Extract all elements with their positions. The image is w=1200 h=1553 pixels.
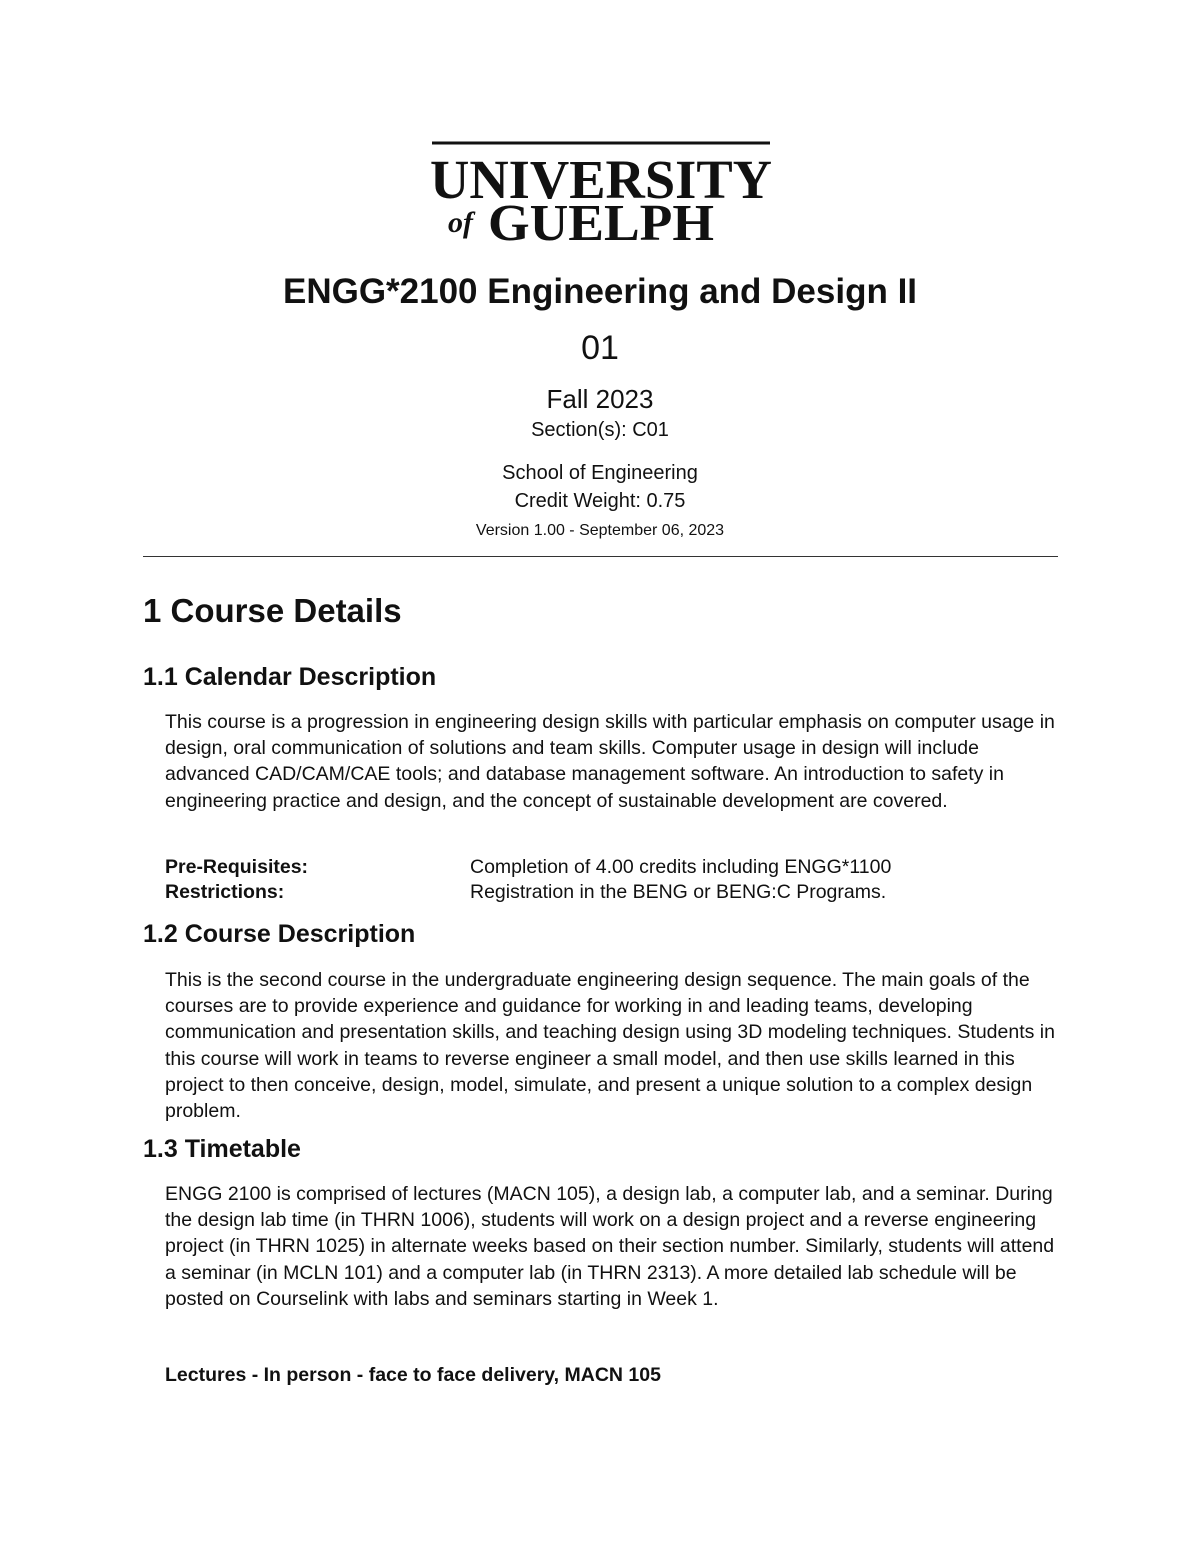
course-number: 01: [581, 329, 619, 367]
header-divider: [143, 556, 1058, 557]
timetable-heading: 1.3 Timetable: [143, 1135, 301, 1163]
restrictions-label: Restrictions:: [165, 881, 285, 903]
requirement-row: [165, 880, 891, 905]
requirements-list: [165, 855, 891, 905]
logo-line1: UNIVERSITY: [430, 149, 772, 210]
calendar-description-text: This course is a progression in engineering design skills with particular emphasis on computer usage in design, oral communication of solutions and team skills. Computer usage in design will include advanced CAD/CAM/CAE tools; and database management software. An introduction to safety in engineering practice and design, and the concept of sustainable development are covered.: [165, 711, 1055, 812]
course-description-text: This is the second course in the undergraduate engineering design sequence. The main goals of the courses are to provide experience and guidance for working in and leading teams, developing communication and presentation skills, and teaching design using 3D modeling techniques. Students in this course will work in teams to reverse engineer a small model, and then use skills learned in this project to then conceive, design, model, simulate, and present a unique solution to a complex design problem.: [165, 969, 1055, 1123]
timetable-text: ENGG 2100 is comprised of lectures (MACN 105), a design lab, a computer lab, and a seminar. During the design lab time (in THRN 1006), students will work on a design project and a reverse engineering project (in THRN 1025) in alternate weeks based on their section number. Similarly, students will attend a seminar (in MCLN 101) and a computer lab (in THRN 2313). A more detailed lab schedule will be posted on Courselink with labs and seminars starting in Week 1.: [165, 1183, 1055, 1310]
prerequisites-value: Completion of 4.00 credits including ENGG*1100: [470, 856, 892, 878]
course-title: ENGG*2100 Engineering and Design II: [282, 272, 918, 311]
restrictions-value: Registration in the BENG or BENG:C Programs.: [470, 881, 887, 903]
course-term: Fall 2023: [546, 384, 654, 414]
version-line: Version 1.00 - September 06, 2023: [475, 522, 725, 539]
logo-of: of: [448, 206, 473, 239]
logo-line2: GUELPH: [488, 195, 714, 246]
course-description-heading: 1.2 Course Description: [143, 920, 416, 948]
school-name: School of Engineering: [502, 462, 698, 484]
course-sections: Section(s): C01: [531, 419, 669, 441]
lectures-subheading: Lectures - In person - face to face delivery, MACN 105: [165, 1364, 661, 1386]
calendar-description-heading: 1.1 Calendar Description: [143, 663, 437, 691]
section-heading-course-details: 1 Course Details: [143, 592, 402, 629]
requirement-row: [165, 855, 891, 880]
university-logo: [428, 140, 774, 246]
credit-weight: Credit Weight: 0.75: [514, 490, 686, 512]
prerequisites-label: Pre-Requisites:: [165, 856, 309, 878]
